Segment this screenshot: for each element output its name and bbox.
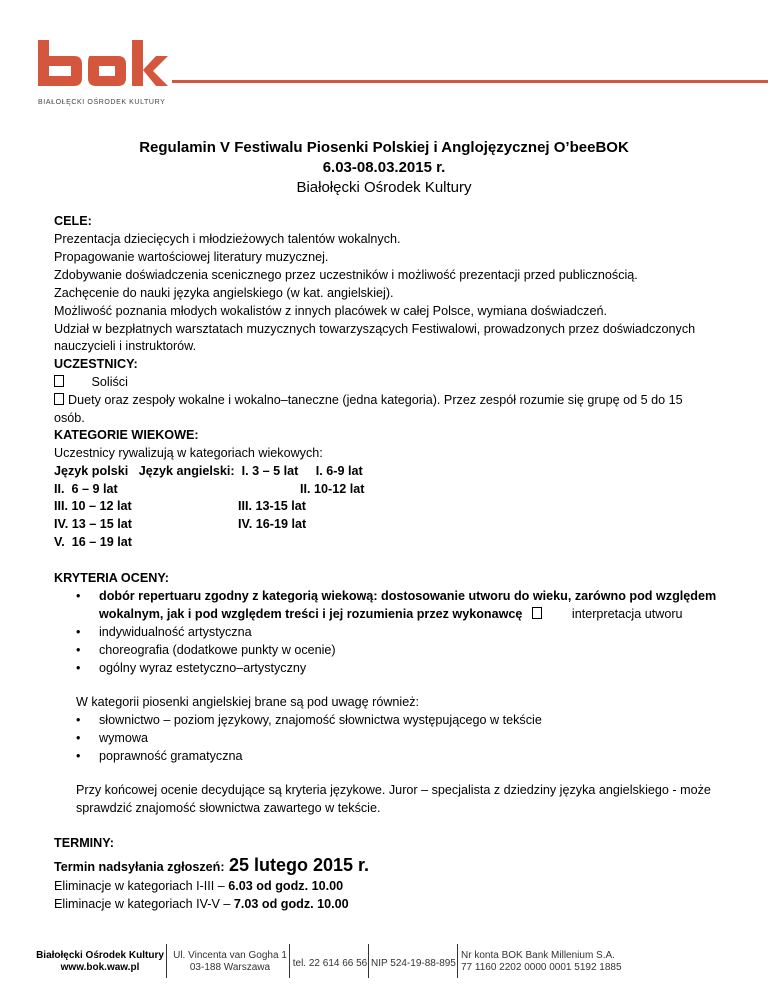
- category-en: III. 13-15 lat: [238, 499, 306, 513]
- participant-item-group: [54, 392, 683, 409]
- english-criteria-intro: W kategorii piosenki angielskiej brane są pod uwagę również:: [76, 695, 420, 709]
- goal-item: nauczycieli i instruktorów.: [54, 339, 197, 353]
- checkbox-icon: [54, 393, 64, 405]
- category-en: II. 10-12 lat: [300, 482, 365, 496]
- elimination-label: Eliminacje w kategoriach IV-V –: [54, 897, 234, 911]
- goal-item: Możliwość poznania młodych wokalistów z innych placówek w całej Polsce, wymiana doświadczeń.: [54, 304, 607, 318]
- categories-header-row: Język polski Język angielski: I. 3 – 5 lat I. 6-9 lat: [54, 464, 363, 478]
- section-heading-uczestnicy: UCZESTNICY:: [54, 357, 138, 371]
- checkbox-icon: [54, 375, 64, 387]
- logo-subtitle: BIAŁOŁĘCKI OŚRODEK KULTURY: [38, 99, 166, 106]
- final-note-cont: sprawdzić znajomość słownictwa zawartego w tekście.: [76, 801, 381, 815]
- criteria-text: wokalnym, jak i pod względem treści i jej rozumienia przez wykonawcę: [99, 607, 523, 621]
- english-criteria-item: wymowa: [99, 731, 148, 745]
- footer-bank-name: Nr konta BOK Bank Millenium S.A.: [461, 950, 615, 961]
- categories-intro: Uczestnicy rywalizują w kategoriach wiekowych:: [54, 446, 323, 460]
- elimination-row-1: [54, 878, 343, 895]
- elimination-date: 7.03 od godz. 10.00: [233, 897, 349, 911]
- category-pl: IV. 13 – 15 lat: [54, 517, 132, 531]
- bok-logo-icon: [38, 40, 168, 88]
- document-organizer: Białołęcki Ośrodek Kultury: [296, 179, 472, 196]
- checkbox-icon: [532, 607, 542, 619]
- footer-bank-account: 77 1160 2202 0000 0001 5192 1885: [461, 962, 622, 973]
- criteria-item: ogólny wyraz estetyczno–artystyczny: [99, 661, 307, 675]
- english-criteria-item: słownictwo – poziom językowy, znajomość słownictwa występującego w tekście: [99, 713, 542, 727]
- bullet-icon: •: [76, 713, 81, 727]
- bullet-icon: •: [76, 643, 81, 657]
- deadline-value: 25 lutego 2015 r.: [228, 855, 370, 875]
- participant-item-solo: [54, 374, 128, 391]
- goal-item: Udział w bezpłatnych warsztatach muzycznych towarzyszących Festiwalowi, prowadzonych przez doświadczonych: [54, 322, 696, 336]
- goal-item: Zdobywanie doświadczenia scenicznego przez uczestników i możliwość prezentacji przed publicznością.: [54, 268, 638, 282]
- footer-divider: [368, 944, 369, 978]
- criteria-item: choreografia (dodatkowe punkty w ocenie): [99, 643, 336, 657]
- footer-divider: [166, 944, 167, 978]
- footer-web: www.bok.waw.pl: [60, 962, 140, 973]
- footer-divider: [289, 944, 290, 978]
- participant-label: Duety oraz zespoły wokalne i wokalno–taneczne (jedna kategoria). Przez zespół rozumie się grupę od 5 do 15: [68, 393, 683, 407]
- participant-item-group-cont: osób.: [54, 411, 85, 425]
- category-pl: III. 10 – 12 lat: [54, 499, 132, 513]
- footer-nip: NIP 524-19-88-895: [371, 958, 456, 969]
- header-divider: [172, 80, 768, 83]
- document-title: Regulamin V Festiwalu Piosenki Polskiej i Anglojęzycznej O’beeBOK: [139, 139, 629, 156]
- goal-item: Propagowanie wartościowej literatury muzycznej.: [54, 250, 329, 264]
- section-heading-terminy: TERMINY:: [54, 836, 114, 850]
- section-heading-kryteria: KRYTERIA OCENY:: [54, 571, 169, 585]
- elimination-date: 6.03 od godz. 10.00: [228, 879, 344, 893]
- footer-postcode: 03-188 Warszawa: [189, 962, 271, 973]
- elimination-label: Eliminacje w kategoriach I-III –: [54, 879, 229, 893]
- category-pl: V. 16 – 19 lat: [54, 535, 132, 549]
- goal-item: Zachęcenie do nauki języka angielskiego (w kat. angielskiej).: [54, 286, 394, 300]
- criteria-interpretation: interpretacja utworu: [571, 607, 683, 621]
- bullet-icon: •: [76, 731, 81, 745]
- bullet-icon: •: [76, 661, 81, 675]
- deadline-label: Termin nadsyłania zgłoszeń:: [54, 860, 225, 874]
- section-heading-cele: CELE:: [54, 214, 92, 228]
- deadline-row: [54, 855, 369, 876]
- section-heading-kategorie: KATEGORIE WIEKOWE:: [54, 428, 199, 442]
- goal-item: Prezentacja dziecięcych i młodzieżowych talentów wokalnych.: [54, 232, 401, 246]
- participant-label: Soliści: [91, 375, 128, 389]
- bullet-icon: •: [76, 589, 81, 603]
- criteria-item-repertoire: dobór repertuaru zgodny z kategorią wiekową: dostosowanie utworu do wieku, zarówno pod względem: [99, 589, 717, 603]
- bullet-icon: •: [76, 625, 81, 639]
- footer-address: Ul. Vincenta van Gogha 1: [173, 950, 287, 961]
- logo: [38, 40, 173, 106]
- footer-org: Białołęcki Ośrodek Kultury: [36, 950, 164, 961]
- bullet-icon: •: [76, 749, 81, 763]
- footer-phone: tel. 22 614 66 56: [292, 958, 368, 969]
- final-note: Przy końcowej ocenie decydujące są kryteria językowe. Juror – specjalista z dziedziny języka angielskiego - może: [76, 783, 711, 797]
- category-pl: II. 6 – 9 lat: [54, 482, 118, 496]
- category-en: IV. 16-19 lat: [238, 517, 307, 531]
- footer-divider: [457, 944, 458, 978]
- document-dates: 6.03-08.03.2015 r.: [322, 159, 446, 176]
- criteria-item: indywidualność artystyczna: [99, 625, 252, 639]
- elimination-row-2: [54, 896, 349, 913]
- criteria-item-repertoire-cont: [99, 606, 683, 623]
- english-criteria-item: poprawność gramatyczna: [99, 749, 243, 763]
